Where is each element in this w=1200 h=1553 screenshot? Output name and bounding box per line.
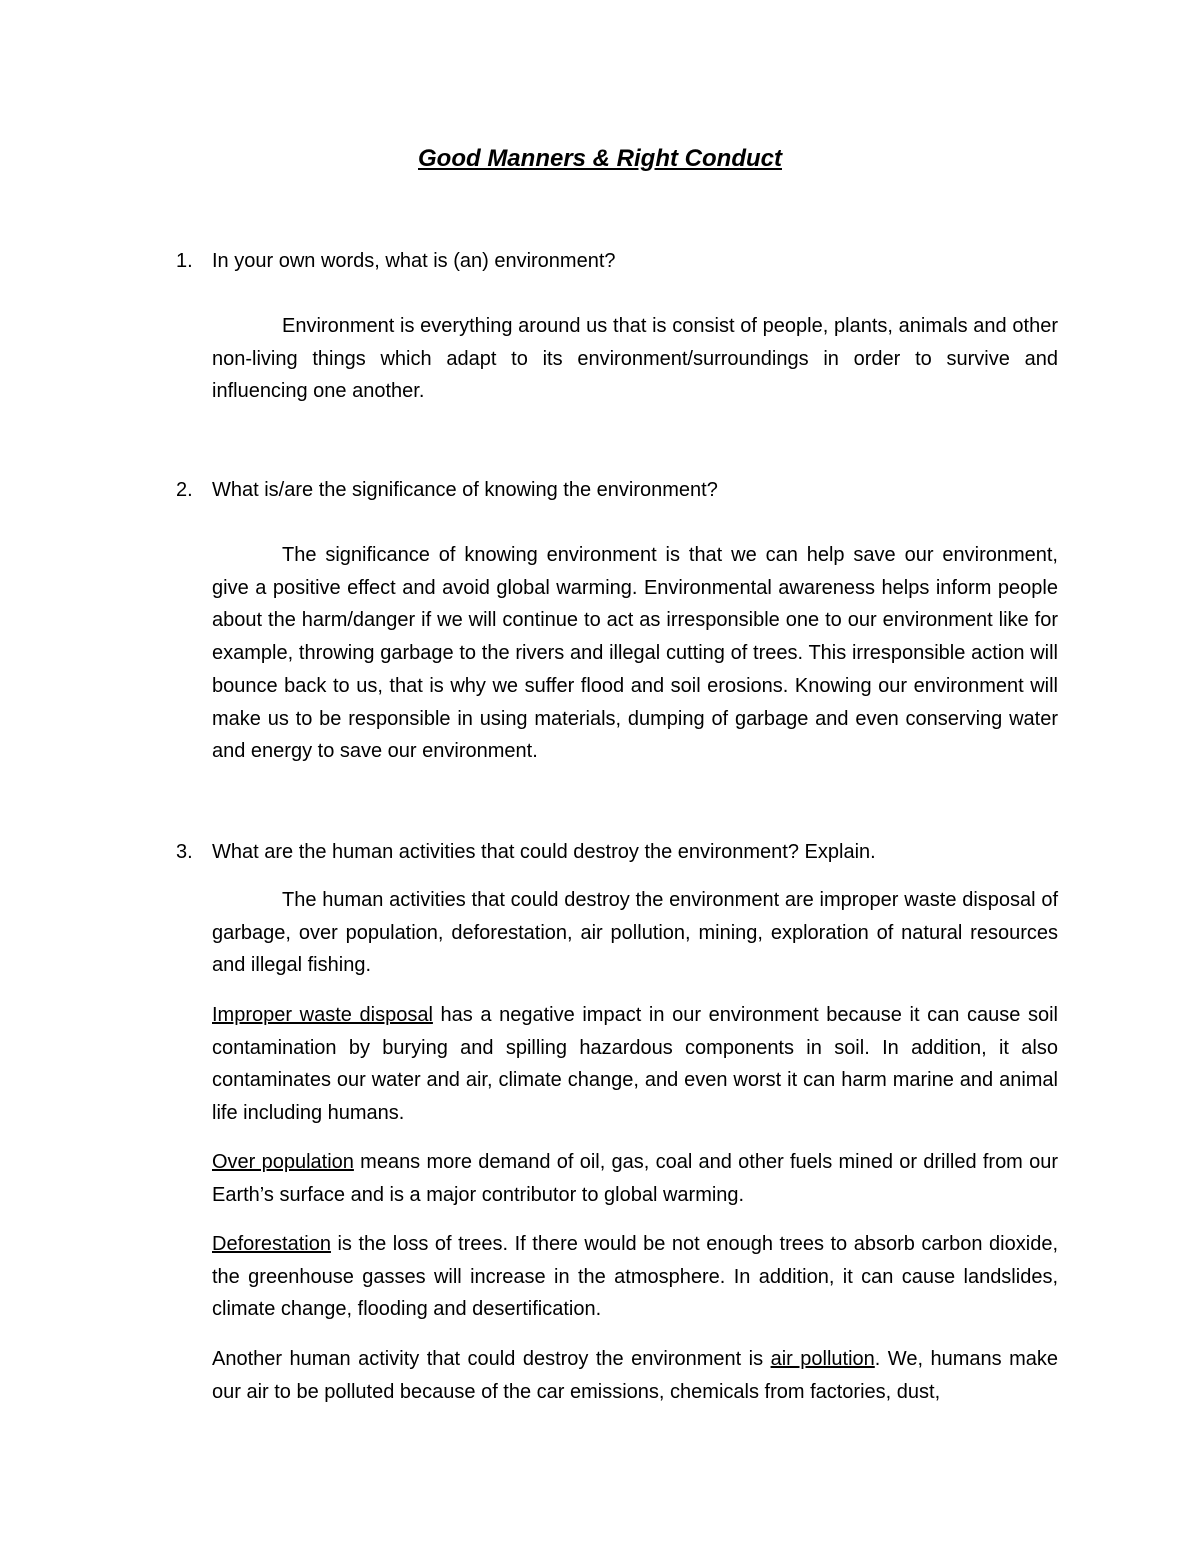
answer-1: Environment is everything around us that is consist of people, plants, animals and other non-living things which adapt to its environment/surroundings in order to survive and influencing one another.: [212, 315, 1058, 403]
detail-text: means more demand of oil, gas, coal and other fuels mined or drilled from our Earth’s surface and is a major contributor to global warming.: [212, 1151, 1059, 1206]
detail-text: has a negative impact in our environment because it can cause soil contamination by burying and spilling hazardous components in soil. In addition, it also contaminates our water and air, climate change, and even worst it can harm marine and animal life including humans.: [212, 1004, 1058, 1125]
detail-term: Deforestation: [212, 1233, 331, 1255]
detail-air-pollution: [212, 1343, 1058, 1408]
detail-deforestation: [212, 1228, 1058, 1326]
question-text: What are the human activities that could destroy the environment? Explain.: [212, 841, 876, 863]
detail-term: air pollution: [770, 1348, 875, 1370]
question-number: 3.: [176, 841, 193, 863]
question-text: In your own words, what is (an) environment?: [212, 250, 616, 272]
question-2: [176, 474, 1066, 506]
question-number: 2.: [176, 479, 193, 501]
detail-text-before: Another human activity that could destroy the environment is: [212, 1348, 771, 1370]
question-3: [176, 836, 1066, 868]
document-title: Good Manners & Right Conduct: [418, 145, 782, 172]
detail-text: is the loss of trees. If there would be not enough trees to absorb carbon dioxide, the greenhouse gasses will increase in the atmosphere. In addition, it can cause landslides, climate change, flooding and desertification.: [212, 1233, 1058, 1321]
answer-3: The human activities that could destroy the environment are improper waste disposal of garbage, over population, deforestation, air pollution, mining, exploration of natural resources and illegal fishing.: [212, 889, 1058, 977]
answer-2: The significance of knowing environment is that we can help save our environment, give a positive effect and avoid global warming. Environmental awareness helps inform people about the harm/danger if we will continue to act as irresponsible one to our environment like for example, throwing garbage to the rivers and illegal cutting of trees. This irresponsible action will bounce back to us, that is why we suffer flood and soil erosions. Knowing our environment will make us to be responsible in using materials, dumping of garbage and even conserving water and energy to save our environment.: [212, 544, 1058, 763]
detail-term: Over population: [212, 1151, 354, 1173]
detail-over-population: [212, 1146, 1058, 1211]
detail-text: . We, humans make our air to be polluted because of the car emissions, chemicals from factories, dust,: [212, 1348, 1058, 1403]
question-number: 1.: [176, 250, 193, 272]
detail-term: Improper waste disposal: [212, 1004, 433, 1026]
question-text: What is/are the significance of knowing the environment?: [212, 479, 718, 501]
detail-improper-waste-disposal: [212, 999, 1058, 1130]
question-1: [176, 245, 1066, 277]
